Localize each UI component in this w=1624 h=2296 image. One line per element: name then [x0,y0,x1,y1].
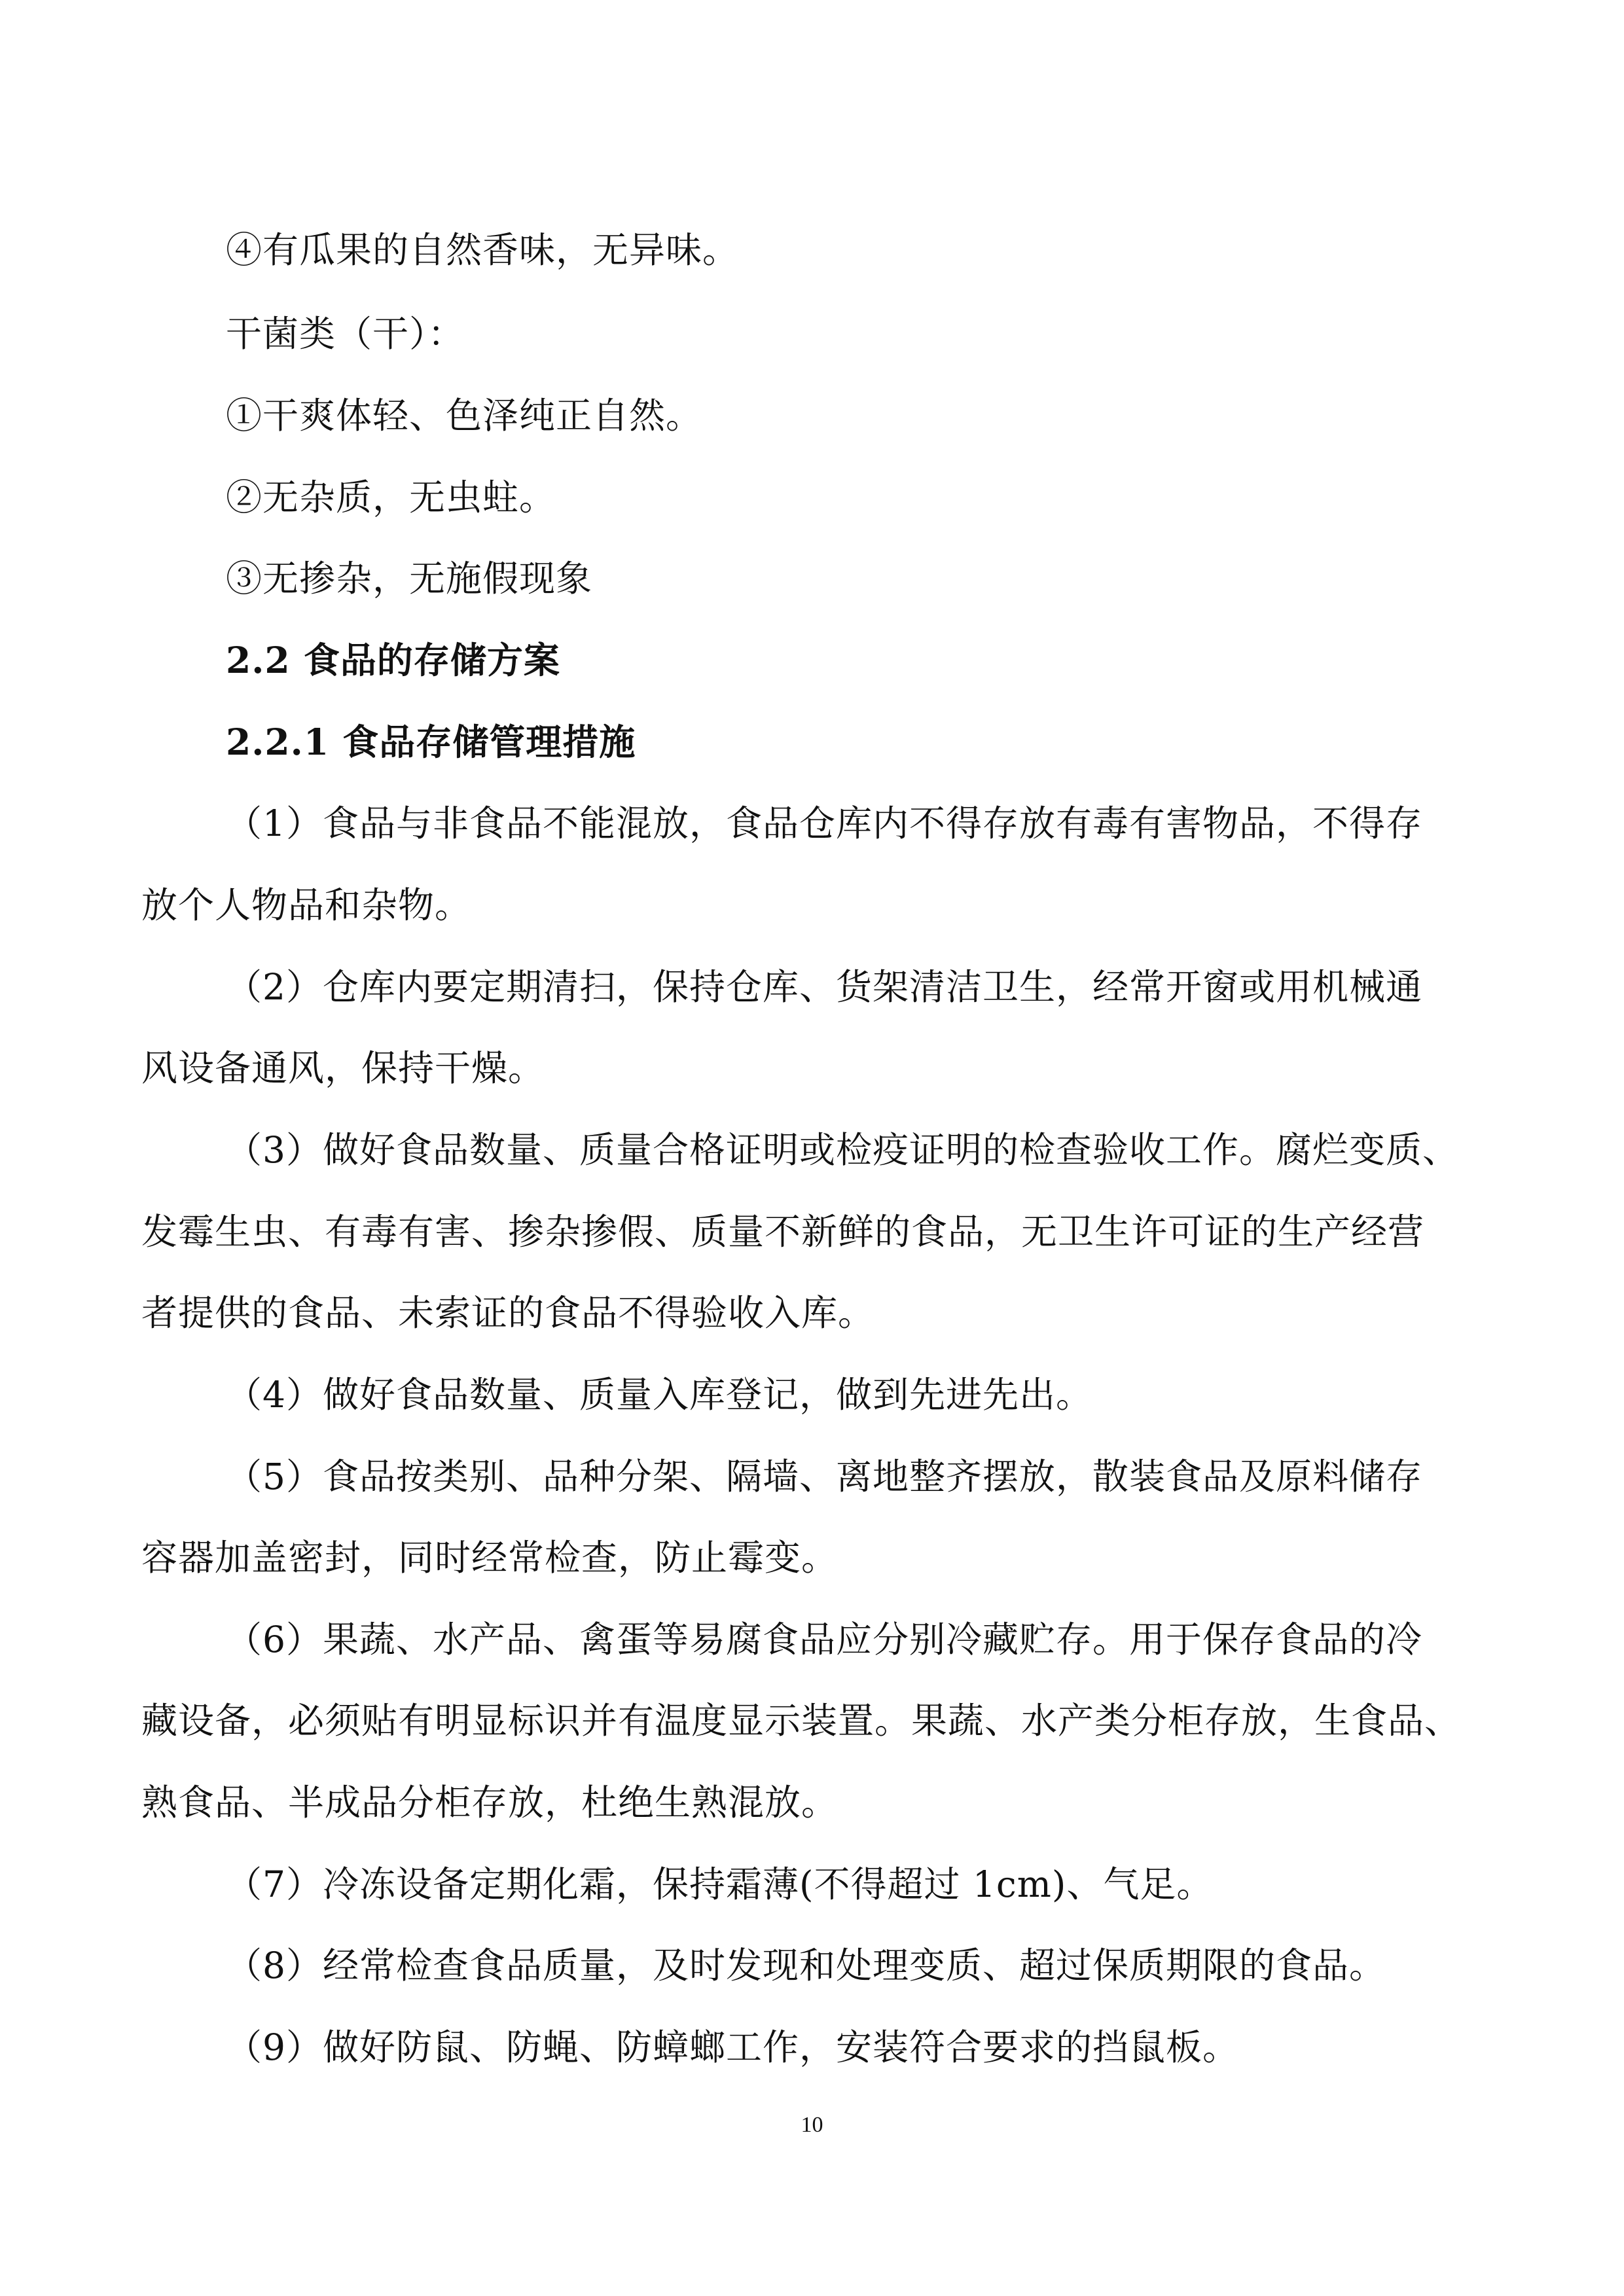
paragraph-4-line-1: （4）做好食品数量、质量入库登记，做到先进先出。 [226,1374,1092,1416]
paragraph-3-line-3: 者提供的食品、未索证的食品不得验收入库。 [141,1292,875,1334]
paragraph-3-line-1: （3）做好食品数量、质量合格证明或检疫证明的检查验收工作。腐烂变质、 [226,1129,1459,1171]
paragraph-2-line-2: 风设备通风，保持干燥。 [141,1047,545,1089]
fruit-item-4: ④有瓜果的自然香味，无异味。 [226,229,740,271]
paragraph-8-line-1: （8）经常检查食品质量，及时发现和处理变质、超过保质期限的食品。 [226,1945,1386,1986]
paragraph-5-line-1: （5）食品按类别、品种分架、隔墙、离地整齐摆放，散装食品及原料储存 [226,1456,1422,1498]
paragraph-6-line-1: （6）果蔬、水产品、禽蛋等易腐食品应分别冷藏贮存。用于保存食品的冷 [226,1619,1422,1660]
paragraph-1-line-2: 放个人物品和杂物。 [141,884,472,926]
paragraph-5-line-2: 容器加盖密封，同时经常检查，防止霉变。 [141,1537,839,1579]
section-heading-2-2: 2.2 食品的存储方案 [226,639,560,681]
dried-mushroom-heading: 干菌类（干）： [226,313,465,355]
paragraph-6-line-3: 熟食品、半成品分柜存放，杜绝生熟混放。 [141,1782,839,1823]
paragraph-3-line-2: 发霉生虫、有毒有害、掺杂掺假、质量不新鲜的食品，无卫生许可证的生产经营 [141,1211,1425,1253]
section-heading-2-2-1: 2.2.1 食品存储管理措施 [226,721,636,763]
mushroom-item-1: ①干爽体轻、色泽纯正自然。 [226,395,703,437]
paragraph-9-line-1: （9）做好防鼠、防蝇、防蟑螂工作，安装符合要求的挡鼠板。 [226,2026,1239,2068]
paragraph-1-line-1: （1）食品与非食品不能混放，食品仓库内不得存放有毒有害物品，不得存 [226,802,1422,844]
paragraph-2-line-1: （2）仓库内要定期清扫，保持仓库、货架清洁卫生，经常开窗或用机械通 [226,966,1422,1008]
mushroom-item-3: ③无掺杂，无施假现象 [226,558,593,600]
paragraph-7-line-1: （7）冷冻设备定期化霜，保持霜薄(不得超过 1cm)、气足。 [226,1863,1214,1905]
paragraph-6-line-2: 藏设备，必须贴有明显标识并有温度显示装置。果蔬、水产类分柜存放，生食品、 [141,1700,1462,1742]
mushroom-item-2: ②无杂质，无虫蛀。 [226,476,556,518]
page-number: 10 [801,2113,823,2137]
